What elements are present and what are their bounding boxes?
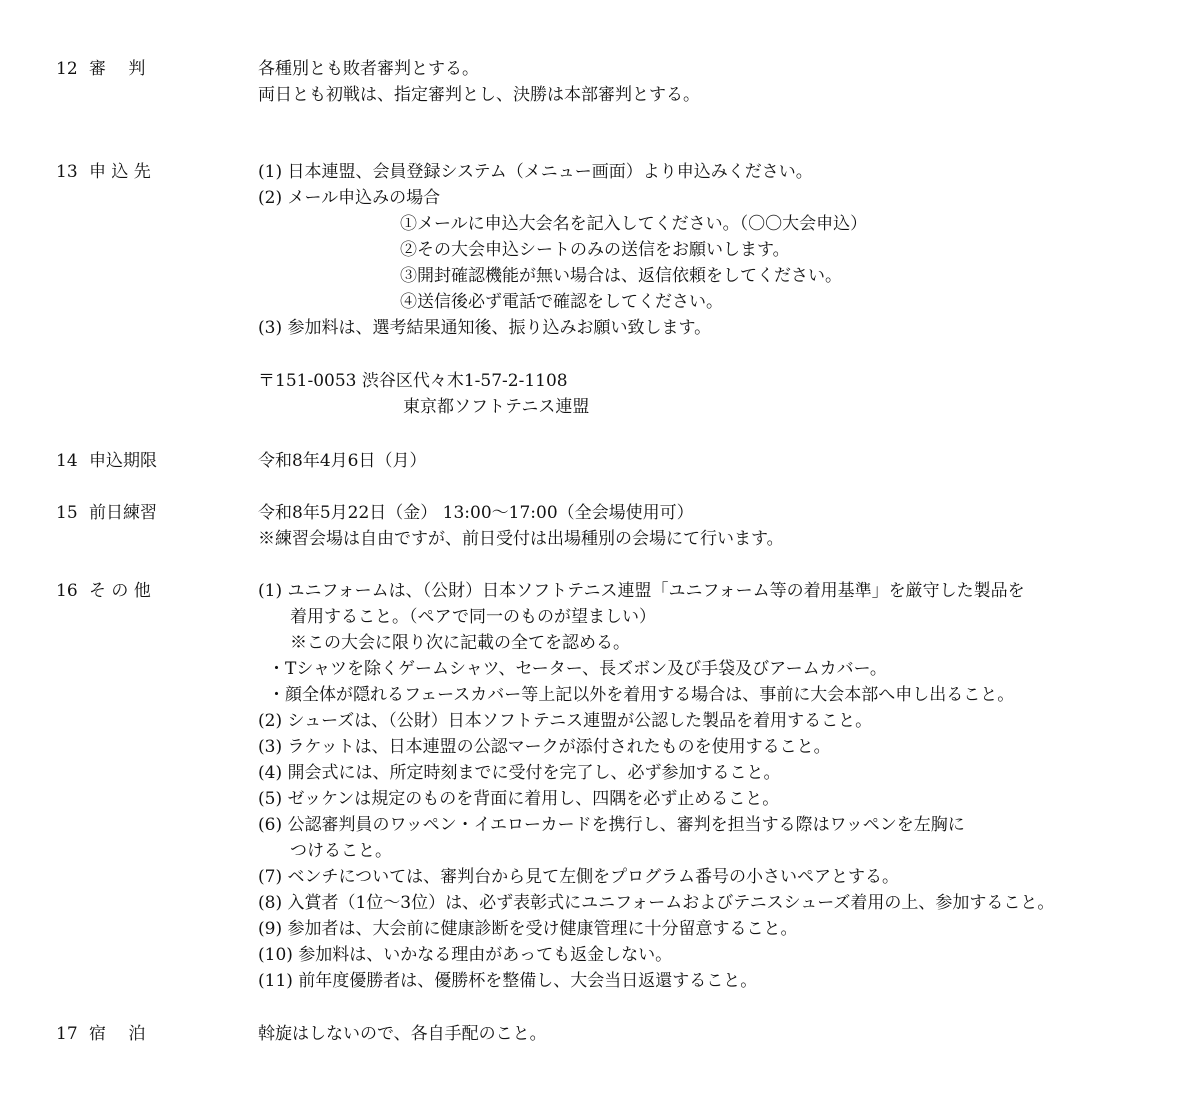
section-16-line-9: (5) ゼッケンは規定のものを背面に着用し、四隅を必ず止めること。 <box>258 789 780 809</box>
section-13-line-4: ②その大会申込シートのみの送信をお願いします。 <box>400 240 790 260</box>
section-16-line-11: つけること。 <box>290 841 392 861</box>
section-15-title: 前日練習 <box>89 503 157 523</box>
section-16-line-13: (8) 入賞者（1位～3位）は、必ず表彰式にユニフォームおよびテニスシューズ着用の上、参加すること。 <box>258 893 1055 913</box>
section-16-line-10: (6) 公認審判員のワッペン・イエローカードを携行し、審判を担当する際はワッペンを左胸に <box>258 815 965 835</box>
section-13-line-1: (1) 日本連盟、会員登録システム（メニュー画面）より申込みください。 <box>258 162 813 182</box>
section-16-line-12: (7) ベンチについては、審判台から見て左側をプログラム番号の小さいペアとする。 <box>258 867 899 887</box>
section-16-line-16: (11) 前年度優勝者は、優勝杯を整備し、大会当日返還すること。 <box>258 971 758 991</box>
section-17-line-1: 斡旋はしないので、各自手配のこと。 <box>258 1024 547 1044</box>
section-17-number: 17 <box>56 1024 78 1044</box>
section-15-line-2: ※練習会場は自由ですが、前日受付は出場種別の会場にて行います。 <box>258 529 784 549</box>
section-16-line-1: (1) ユニフォームは、（公財）日本ソフトテニス連盟「ユニフォーム等の着用基準」を厳守した製品を <box>258 581 1025 601</box>
section-13-organization: 東京都ソフトテニス連盟 <box>403 397 590 417</box>
section-16-line-5: ・顔全体が隠れるフェースカバー等上記以外を着用する場合は、事前に大会本部へ申し出ること。 <box>268 685 1015 705</box>
section-16-title: そ の 他 <box>89 581 151 601</box>
section-14-line-1: 令和8年4月6日（月） <box>258 451 427 471</box>
section-12-line-1: 各種別とも敗者審判とする。 <box>258 59 479 79</box>
section-16-line-7: (3) ラケットは、日本連盟の公認マークが添付されたものを使用すること。 <box>258 737 831 757</box>
section-16-number: 16 <box>56 581 78 601</box>
section-16-line-3: ※この大会に限り次に記載の全てを認める。 <box>290 633 630 653</box>
section-13-line-7: (3) 参加料は、選考結果通知後、振り込みお願い致します。 <box>258 318 712 338</box>
section-12-title: 審 判 <box>89 59 146 79</box>
section-13-line-5: ③開封確認機能が無い場合は、返信依頼をしてください。 <box>400 266 842 286</box>
section-13-line-2: (2) メール申込みの場合 <box>258 188 441 208</box>
section-13-number: 13 <box>56 162 78 182</box>
section-16-line-2: 着用すること。（ペアで同一のものが望ましい） <box>290 607 657 627</box>
section-14-title: 申込期限 <box>89 451 157 471</box>
section-15-number: 15 <box>56 503 78 523</box>
section-15-line-1: 令和8年5月22日（金） 13:00～17:00（全会場使用可） <box>258 503 694 523</box>
section-16-line-15: (10) 参加料は、いかなる理由があっても返金しない。 <box>258 945 673 965</box>
section-17-title: 宿 泊 <box>89 1024 146 1044</box>
section-13-title: 申 込 先 <box>89 162 151 182</box>
section-12-number: 12 <box>56 59 78 79</box>
section-16-line-6: (2) シューズは、（公財）日本ソフトテニス連盟が公認した製品を着用すること。 <box>258 711 873 731</box>
section-16-line-8: (4) 開会式には、所定時刻までに受付を完了し、必ず参加すること。 <box>258 763 781 783</box>
section-16-line-4: ・Tシャツを除くゲームシャツ、セーター、長ズボン及び手袋及びアームカバー。 <box>268 659 887 679</box>
section-13-address: 〒151-0053 渋谷区代々木1-57-2-1108 <box>258 371 568 391</box>
section-16-line-14: (9) 参加者は、大会前に健康診断を受け健康管理に十分留意すること。 <box>258 919 798 939</box>
section-12-line-2: 両日とも初戦は、指定審判とし、決勝は本部審判とする。 <box>258 85 700 105</box>
section-14-number: 14 <box>56 451 78 471</box>
section-13-line-6: ④送信後必ず電話で確認をしてください。 <box>400 292 723 312</box>
section-13-line-3: ①メールに申込大会名を記入してください。（〇〇大会申込） <box>400 214 868 234</box>
